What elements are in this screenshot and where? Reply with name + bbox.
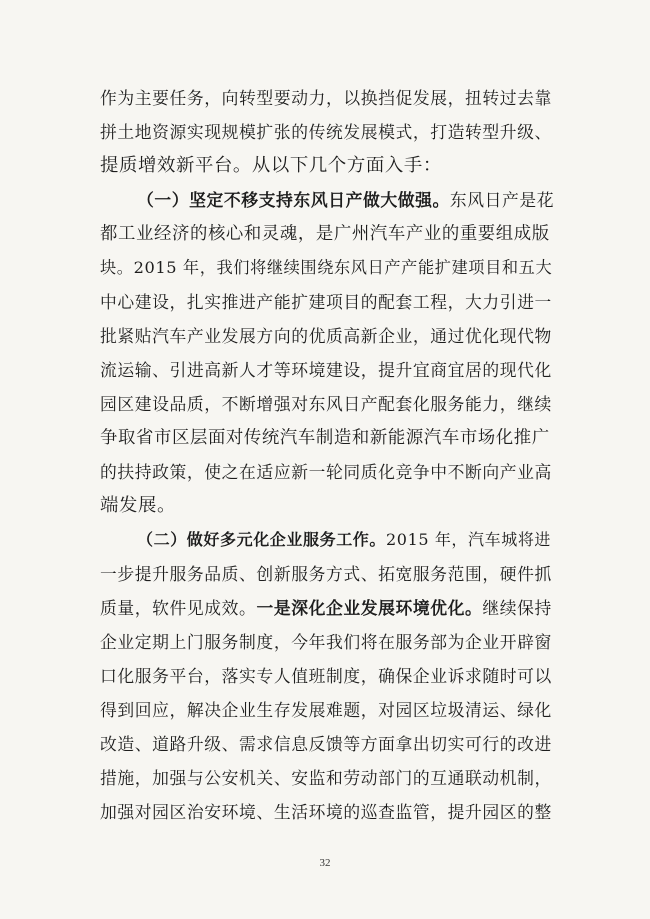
- text-line: 流运输、引进高新人才等环境建设，提升宜商宜居的现代化: [100, 360, 552, 380]
- text-line: 提质增效新平台。从以下几个方面入手：: [100, 155, 442, 176]
- text-line: 拼土地资源实现规模扩张的传统发展模式，打造转型升级、: [100, 122, 552, 142]
- text-line: 的扶持政策，使之在适应新一轮同质化竞争中不断向产业高: [100, 462, 552, 482]
- section-1-first-rest: 东风日产是花: [449, 190, 555, 210]
- text-line: 企业定期上门服务制度，今年我们将在服务部为企业开辟窗: [100, 632, 552, 652]
- text-line: 措施，加强与公安机关、安监和劳动部门的互通联动机制，: [100, 768, 552, 788]
- text-line: 加强对园区治安环境、生活环境的巡查监管，提升园区的整: [100, 802, 552, 822]
- page-number: 32: [319, 857, 331, 869]
- section-2-first-rest: 2015 年，汽车城将进: [386, 530, 552, 549]
- text-line: 块。2015 年，我们将继续围绕东风日产产能扩建项目和五大: [100, 258, 553, 277]
- text-line: 口化服务平台，落实专人值班制度，确保企业诉求随时可以: [100, 666, 552, 686]
- section-2-first-line: [137, 528, 551, 552]
- text-line: 作为主要任务，向转型要动力，以换挡促发展，扭转过去靠: [100, 88, 552, 108]
- section-1-first-line: [137, 188, 554, 212]
- text-line: 争取省市区层面对传统汽车制造和新能源汽车市场化推广: [100, 428, 550, 448]
- text-line: 改造、道路升级、需求信息反馈等方面拿出切实可行的改进: [100, 734, 552, 754]
- text-line: 都工业经济的核心和灵魂，是广州汽车产业的重要组成版: [100, 224, 550, 244]
- section-1-heading: （一）坚定不移支持东风日产做大做强。: [137, 190, 450, 210]
- text-span: 继续保持: [482, 598, 552, 618]
- section-2-heading: （二）做好多元化企业服务工作。: [137, 530, 387, 549]
- text-line: 中心建设，扎实推进产能扩建项目的配套工程，大力引进一: [100, 292, 552, 312]
- text-line: 端发展。: [100, 495, 176, 516]
- text-line: 园区建设品质，不断增强对东风日产配套化服务能力，继续: [100, 394, 552, 414]
- subpoint-heading: 一是深化企业发展环境优化。: [256, 598, 483, 618]
- text-line: 一步提升服务品质、创新服务方式、拓宽服务范围，硬件抓: [100, 564, 552, 584]
- text-line: 批紧贴汽车产业发展方向的优质高新企业，通过优化现代物: [100, 326, 552, 346]
- text-line: 得到回应，解决企业生存发展难题，对园区垃圾清运、绿化: [100, 700, 552, 720]
- section-2-line-3: [100, 596, 552, 620]
- text-span: 质量，软件见成效。: [100, 598, 257, 618]
